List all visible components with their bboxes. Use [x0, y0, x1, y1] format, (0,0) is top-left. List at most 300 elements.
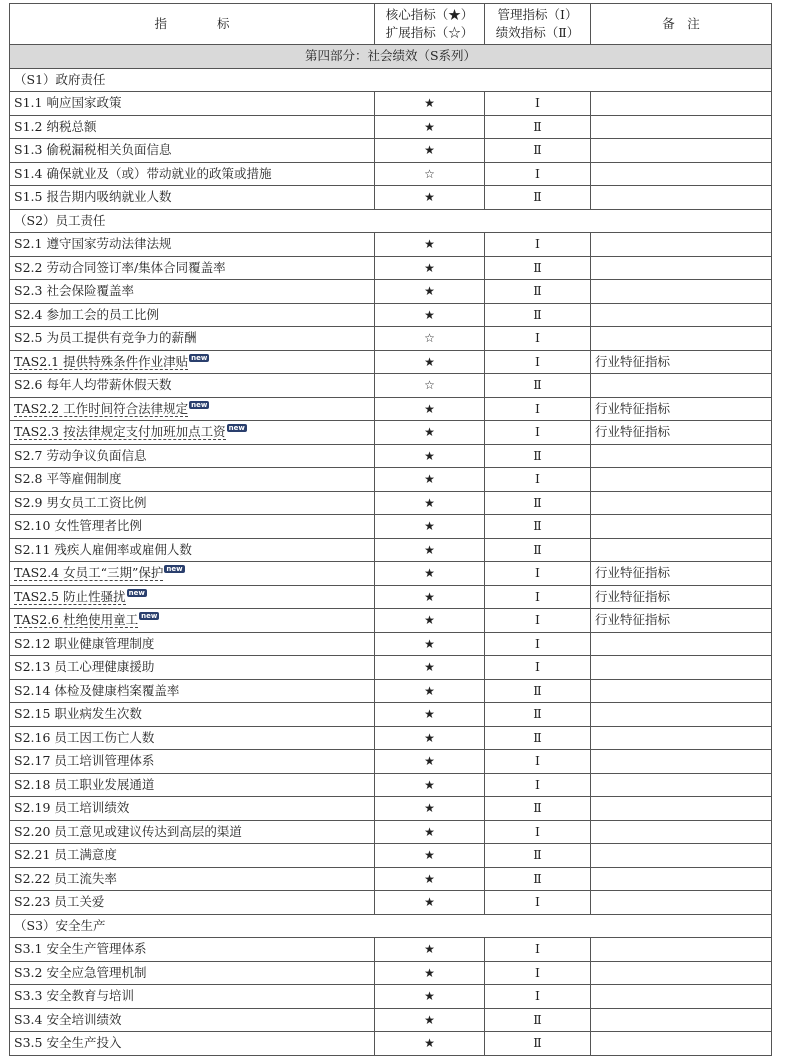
indicator-code: S2.1 — [14, 236, 43, 251]
table-row — [10, 468, 772, 492]
core-mark: ★ — [375, 703, 485, 727]
indicator-code: S1.2 — [14, 118, 43, 134]
indicator-label — [14, 706, 142, 721]
indicator-code: S3.4 — [14, 1011, 43, 1027]
indicator-name: 平等雇佣制度 — [46, 471, 122, 486]
indicator-label — [14, 354, 188, 370]
core-mark: ★ — [375, 1032, 485, 1056]
remark-cell — [591, 468, 772, 492]
table-row — [10, 515, 772, 539]
indicator-label — [14, 260, 226, 275]
table-row — [10, 186, 772, 210]
remark-cell — [591, 186, 772, 210]
indicator-cell — [10, 350, 375, 374]
indicator-name: 偷税漏税相关负面信息 — [46, 142, 172, 157]
table-row — [10, 656, 772, 680]
core-mark: ★ — [375, 844, 485, 868]
indicator-code: S2.17 — [14, 753, 51, 768]
remark-cell — [591, 233, 772, 257]
part-title-row — [10, 45, 772, 69]
indicator-type: Ⅰ — [485, 233, 591, 257]
core-mark: ★ — [375, 491, 485, 515]
indicator-type: Ⅰ — [485, 656, 591, 680]
indicator-type: Ⅱ — [485, 139, 591, 163]
indicator-code: S1.3 — [14, 142, 43, 157]
indicator-code: S2.19 — [14, 800, 51, 815]
indicator-name: 男女员工工资比例 — [46, 494, 147, 510]
remark-cell — [591, 327, 772, 351]
core-mark: ★ — [375, 961, 485, 985]
indicator-type: Ⅱ — [485, 444, 591, 468]
indicator-cell — [10, 303, 375, 327]
indicator-label — [14, 401, 188, 417]
indicator-type: Ⅱ — [485, 726, 591, 750]
table-row — [10, 256, 772, 280]
core-mark: ★ — [375, 797, 485, 821]
indicator-label — [14, 753, 154, 768]
core-mark: ★ — [375, 632, 485, 656]
indicator-code: S1.4 — [14, 165, 43, 181]
remark-cell — [591, 679, 772, 703]
indicator-name: 为员工提供有竞争力的薪酬 — [46, 330, 197, 345]
core-mark: ☆ — [375, 162, 485, 186]
indicator-label — [14, 495, 146, 510]
indicator-cell — [10, 491, 375, 515]
indicator-code: S2.5 — [14, 330, 43, 345]
indicator-name: 报告期内吸纳就业人数 — [46, 189, 172, 204]
new-badge-icon: new — [228, 424, 245, 432]
indicator-type: Ⅱ — [485, 1008, 591, 1032]
indicator-name: 员工关爱 — [54, 894, 105, 909]
indicator-name: 安全应急管理机制 — [46, 964, 147, 980]
indicator-cell — [10, 632, 375, 656]
indicator-name: 确保就业及（或）带动就业的政策或措施 — [46, 165, 272, 181]
core-mark: ☆ — [375, 327, 485, 351]
indicator-name: 杜绝使用童工 — [63, 612, 139, 627]
indicator-label — [14, 142, 171, 157]
remark-cell — [591, 726, 772, 750]
core-mark: ★ — [375, 609, 485, 633]
indicator-type: Ⅰ — [485, 891, 591, 915]
indicator-name: 纳税总额 — [46, 118, 97, 134]
indicator-cell — [10, 844, 375, 868]
indicator-type: Ⅱ — [485, 374, 591, 398]
indicator-code: S2.7 — [14, 447, 43, 463]
indicator-label — [14, 988, 134, 1003]
core-mark: ★ — [375, 538, 485, 562]
indicator-label — [14, 565, 163, 581]
remark-cell: 行业特征指标 — [591, 421, 772, 445]
indicator-cell — [10, 186, 375, 210]
indicator-type: Ⅰ — [485, 421, 591, 445]
new-badge-icon: new — [191, 353, 208, 362]
indicator-code: S2.13 — [14, 659, 51, 674]
indicator-type: Ⅱ — [485, 515, 591, 539]
table-row — [10, 609, 772, 633]
remark-cell — [591, 703, 772, 727]
indicator-code: TAS2.3 — [14, 424, 60, 439]
indicator-code: S2.2 — [14, 259, 43, 275]
indicator-name: 员工流失率 — [54, 870, 117, 886]
indicator-cell — [10, 397, 375, 421]
indicator-label — [14, 448, 146, 463]
indicator-type: Ⅰ — [485, 938, 591, 962]
indicator-label — [14, 283, 134, 298]
indicator-code: S2.15 — [14, 706, 51, 721]
core-mark: ★ — [375, 938, 485, 962]
indicator-label — [14, 307, 159, 322]
header-indicator: 指 标 — [10, 4, 375, 45]
header-mgmt-line1: 管理指标（Ⅰ） — [497, 7, 578, 22]
core-mark: ☆ — [375, 374, 485, 398]
remark-cell — [591, 632, 772, 656]
indicator-type: Ⅰ — [485, 609, 591, 633]
indicator-code: S2.4 — [14, 306, 43, 322]
core-mark: ★ — [375, 820, 485, 844]
core-mark: ★ — [375, 679, 485, 703]
indicator-code: S2.8 — [14, 471, 43, 486]
indicator-cell — [10, 867, 375, 891]
table-row — [10, 162, 772, 186]
indicator-name: 员工培训管理体系 — [54, 753, 155, 768]
remark-cell — [591, 162, 772, 186]
indicator-code: S1.1 — [14, 95, 43, 110]
section-title: （S1）政府责任 — [10, 68, 772, 92]
remark-cell — [591, 280, 772, 304]
indicator-name: 每年人均带薪休假天数 — [46, 377, 172, 392]
table-row — [10, 327, 772, 351]
indicator-label — [14, 800, 129, 815]
table-row — [10, 797, 772, 821]
table-row — [10, 961, 772, 985]
indicator-cell — [10, 1008, 375, 1032]
header-core-line1: 核心指标（★） — [385, 7, 474, 22]
indicator-cell — [10, 327, 375, 351]
indicator-code: S3.1 — [14, 941, 43, 956]
table-row — [10, 280, 772, 304]
indicator-cell — [10, 703, 375, 727]
table-row — [10, 350, 772, 374]
table-row — [10, 562, 772, 586]
header-mgmt-performance — [485, 4, 591, 45]
core-mark: ★ — [375, 233, 485, 257]
indicator-label — [14, 1035, 121, 1050]
indicator-cell — [10, 773, 375, 797]
indicator-code: S2.14 — [14, 682, 51, 698]
table-row — [10, 374, 772, 398]
table-row — [10, 139, 772, 163]
indicator-label — [14, 518, 142, 533]
indicator-cell — [10, 233, 375, 257]
remark-cell — [591, 797, 772, 821]
indicator-name: 安全培训绩效 — [46, 1011, 122, 1027]
indicator-name: 安全生产投入 — [46, 1035, 122, 1050]
indicator-name: 按法律规定支付加班加点工资 — [63, 424, 226, 439]
indicator-cell — [10, 656, 375, 680]
indicator-label — [14, 189, 171, 204]
indicator-label — [14, 941, 146, 956]
indicator-name: 劳动合同签订率/集体合同覆盖率 — [46, 259, 226, 275]
indicator-type: Ⅰ — [485, 562, 591, 586]
indicator-name: 残疾人雇佣率或雇佣人数 — [54, 541, 192, 557]
table-row — [10, 115, 772, 139]
indicator-code: S2.3 — [14, 283, 43, 298]
remark-cell — [591, 961, 772, 985]
indicator-cell — [10, 162, 375, 186]
remark-cell — [591, 773, 772, 797]
section-title: （S2）员工责任 — [10, 209, 772, 233]
indicator-cell — [10, 985, 375, 1009]
core-mark: ★ — [375, 515, 485, 539]
core-mark: ★ — [375, 891, 485, 915]
core-mark: ★ — [375, 750, 485, 774]
indicator-cell — [10, 444, 375, 468]
indicator-cell — [10, 609, 375, 633]
remark-cell — [591, 844, 772, 868]
new-badge-icon: new — [141, 612, 158, 620]
indicator-label — [14, 377, 171, 392]
indicator-label — [14, 730, 154, 745]
table-row — [10, 421, 772, 445]
indicator-type: Ⅰ — [485, 820, 591, 844]
core-mark: ★ — [375, 562, 485, 586]
remark-cell — [591, 515, 772, 539]
indicator-name: 提供特殊条件作业津贴 — [63, 353, 189, 369]
indicator-label — [14, 589, 126, 605]
indicator-code: S2.9 — [14, 494, 43, 510]
remark-cell: 行业特征指标 — [591, 585, 772, 609]
table-row — [10, 92, 772, 116]
indicator-name: 安全教育与培训 — [46, 988, 134, 1003]
remark-cell — [591, 374, 772, 398]
indicator-table — [9, 3, 772, 1056]
indicator-cell — [10, 421, 375, 445]
indicator-type: Ⅰ — [485, 985, 591, 1009]
indicator-label — [14, 965, 146, 980]
indicator-cell — [10, 562, 375, 586]
table-row — [10, 397, 772, 421]
indicator-label — [14, 424, 226, 440]
header-core-extended — [375, 4, 485, 45]
indicator-name: 员工因工伤亡人数 — [54, 729, 155, 745]
indicator-type: Ⅰ — [485, 750, 591, 774]
indicator-label — [14, 847, 117, 862]
indicator-type: Ⅱ — [485, 538, 591, 562]
indicator-cell — [10, 515, 375, 539]
indicator-cell — [10, 961, 375, 985]
indicator-label — [14, 330, 196, 345]
table-row — [10, 679, 772, 703]
indicator-code: TAS2.6 — [14, 612, 60, 627]
indicator-code: S3.3 — [14, 988, 43, 1003]
indicator-name: 社会保险覆盖率 — [46, 283, 134, 298]
section-title: （S3）安全生产 — [10, 914, 772, 938]
indicator-type: Ⅱ — [485, 679, 591, 703]
remark-cell — [591, 656, 772, 680]
indicator-label — [14, 612, 138, 628]
table-row — [10, 1008, 772, 1032]
core-mark: ★ — [375, 115, 485, 139]
table-body — [10, 45, 772, 1056]
indicator-label — [14, 119, 96, 134]
part-title: 第四部分：社会绩效（S系列） — [10, 45, 772, 69]
indicator-label — [14, 659, 154, 674]
indicator-name: 女员工“三期”保护 — [63, 565, 164, 580]
new-badge-icon: new — [191, 400, 208, 409]
indicator-label — [14, 871, 117, 886]
indicator-type: Ⅰ — [485, 468, 591, 492]
table-row — [10, 1032, 772, 1056]
indicator-type: Ⅰ — [485, 585, 591, 609]
indicator-type: Ⅱ — [485, 256, 591, 280]
remark-cell — [591, 256, 772, 280]
core-mark: ★ — [375, 303, 485, 327]
indicator-type: Ⅱ — [485, 280, 591, 304]
indicator-name: 女性管理者比例 — [54, 518, 142, 533]
indicator-cell — [10, 139, 375, 163]
indicator-type: Ⅱ — [485, 491, 591, 515]
remark-cell — [591, 1032, 772, 1056]
remark-cell: 行业特征指标 — [591, 350, 772, 374]
header-mgmt-line2: 绩效指标（Ⅱ） — [495, 25, 580, 40]
header-remark: 备 注 — [591, 4, 772, 45]
core-mark: ★ — [375, 585, 485, 609]
remark-cell — [591, 92, 772, 116]
remark-cell — [591, 1008, 772, 1032]
indicator-code: S2.11 — [14, 541, 51, 557]
indicator-code: TAS2.1 — [14, 353, 60, 369]
indicator-label — [14, 894, 104, 909]
table-row — [10, 585, 772, 609]
indicator-label — [14, 824, 242, 839]
core-mark: ★ — [375, 256, 485, 280]
remark-cell — [591, 820, 772, 844]
indicator-type: Ⅱ — [485, 867, 591, 891]
indicator-name: 员工满意度 — [54, 847, 117, 862]
new-badge-icon: new — [166, 565, 183, 573]
indicator-type: Ⅱ — [485, 115, 591, 139]
core-mark: ★ — [375, 280, 485, 304]
core-mark: ★ — [375, 656, 485, 680]
indicator-type: Ⅰ — [485, 350, 591, 374]
table-row — [10, 750, 772, 774]
core-mark: ★ — [375, 139, 485, 163]
remark-cell — [591, 444, 772, 468]
indicator-cell — [10, 256, 375, 280]
section-row — [10, 914, 772, 938]
indicator-cell — [10, 679, 375, 703]
remark-cell: 行业特征指标 — [591, 397, 772, 421]
table-row — [10, 703, 772, 727]
indicator-name: 工作时间符合法律规定 — [63, 400, 189, 416]
indicator-label — [14, 1012, 121, 1027]
remark-cell — [591, 867, 772, 891]
indicator-name: 员工心理健康援助 — [54, 659, 155, 674]
indicator-name: 安全生产管理体系 — [46, 941, 147, 956]
indicator-label — [14, 683, 179, 698]
remark-cell — [591, 750, 772, 774]
core-mark: ★ — [375, 350, 485, 374]
indicator-type: Ⅰ — [485, 961, 591, 985]
indicator-code: S2.22 — [14, 870, 51, 886]
indicator-cell — [10, 797, 375, 821]
indicator-type: Ⅰ — [485, 632, 591, 656]
indicator-code: TAS2.5 — [14, 588, 60, 604]
table-row — [10, 632, 772, 656]
new-badge-icon: new — [128, 588, 145, 597]
indicator-type: Ⅱ — [485, 703, 591, 727]
remark-cell: 行业特征指标 — [591, 609, 772, 633]
indicator-cell — [10, 750, 375, 774]
table-row — [10, 538, 772, 562]
core-mark: ★ — [375, 1008, 485, 1032]
indicator-type: Ⅱ — [485, 797, 591, 821]
indicator-name: 职业病发生次数 — [54, 706, 142, 721]
indicator-cell — [10, 726, 375, 750]
core-mark: ★ — [375, 773, 485, 797]
table-header — [10, 4, 772, 45]
table-row — [10, 726, 772, 750]
indicator-type: Ⅰ — [485, 92, 591, 116]
remark-cell — [591, 891, 772, 915]
table-row — [10, 985, 772, 1009]
indicator-type: Ⅱ — [485, 186, 591, 210]
remark-cell — [591, 303, 772, 327]
indicator-name: 员工意见或建议传达到高层的渠道 — [54, 823, 242, 839]
indicator-cell — [10, 115, 375, 139]
indicator-cell — [10, 820, 375, 844]
indicator-name: 劳动争议负面信息 — [46, 447, 147, 463]
indicator-label — [14, 542, 192, 557]
indicator-label — [14, 166, 271, 181]
indicator-code: S2.23 — [14, 894, 51, 909]
table-row — [10, 820, 772, 844]
core-mark: ★ — [375, 92, 485, 116]
indicator-cell — [10, 938, 375, 962]
remark-cell — [591, 115, 772, 139]
indicator-name: 参加工会的员工比例 — [46, 306, 159, 322]
core-mark: ★ — [375, 444, 485, 468]
remark-cell — [591, 538, 772, 562]
table-row — [10, 891, 772, 915]
core-mark: ★ — [375, 468, 485, 492]
indicator-cell — [10, 374, 375, 398]
indicator-code: S2.18 — [14, 776, 51, 792]
indicator-name: 响应国家政策 — [46, 95, 122, 110]
indicator-name: 防止性骚扰 — [63, 588, 126, 604]
indicator-label — [14, 636, 154, 651]
core-mark: ★ — [375, 985, 485, 1009]
indicator-name: 员工职业发展通道 — [54, 776, 155, 792]
core-mark: ★ — [375, 726, 485, 750]
indicator-cell — [10, 891, 375, 915]
indicator-name: 职业健康管理制度 — [54, 635, 155, 651]
core-mark: ★ — [375, 186, 485, 210]
indicator-code: S1.5 — [14, 189, 43, 204]
indicator-code: S2.6 — [14, 377, 43, 392]
remark-cell — [591, 938, 772, 962]
indicator-cell — [10, 1032, 375, 1056]
table-row — [10, 444, 772, 468]
remark-cell: 行业特征指标 — [591, 562, 772, 586]
indicator-code: S2.12 — [14, 635, 51, 651]
table-row — [10, 867, 772, 891]
indicator-type: Ⅱ — [485, 844, 591, 868]
indicator-label — [14, 236, 171, 251]
indicator-type: Ⅰ — [485, 397, 591, 421]
remark-cell — [591, 985, 772, 1009]
indicator-name: 员工培训绩效 — [54, 800, 130, 815]
